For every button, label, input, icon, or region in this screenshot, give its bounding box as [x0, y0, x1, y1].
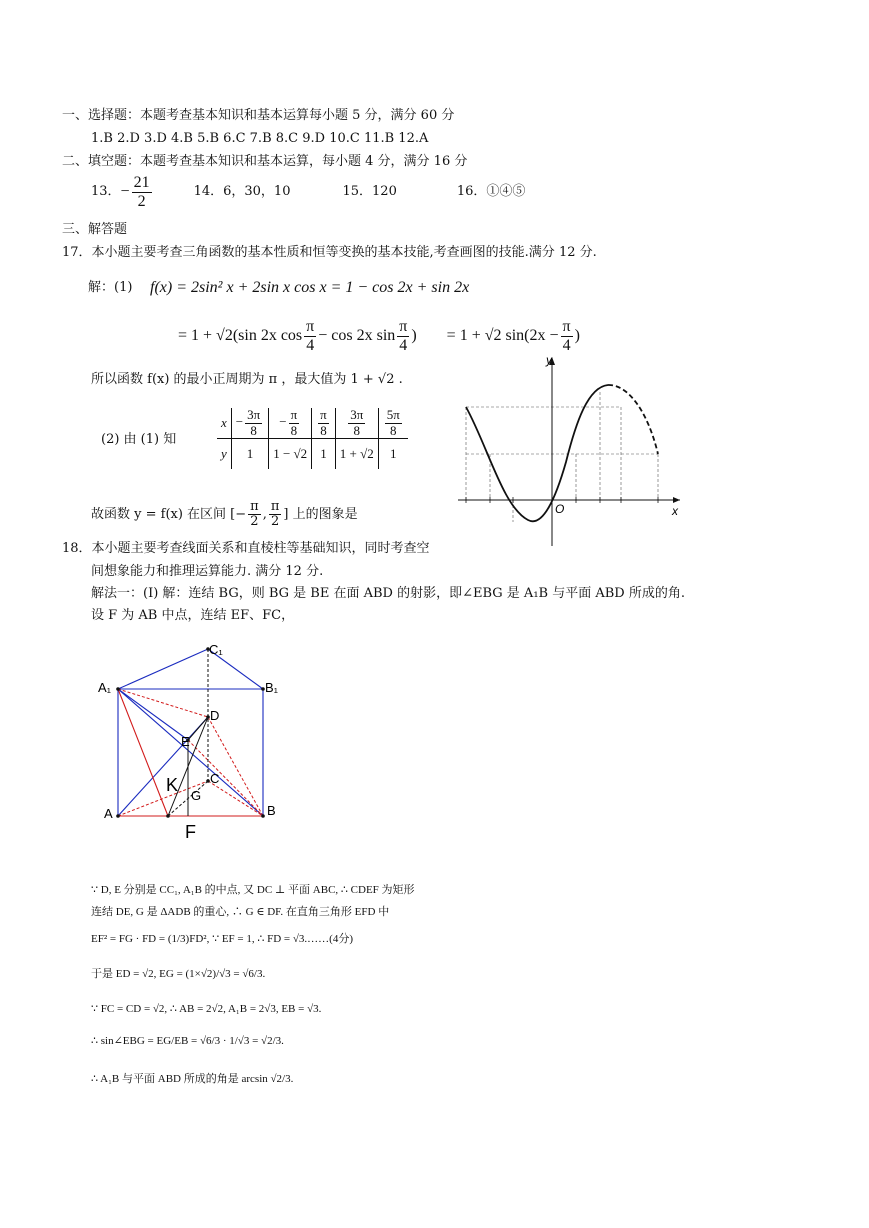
- table-y-header: y: [221, 446, 227, 461]
- q17-eq3-fraction: [561, 318, 573, 354]
- q17-eq2a: = 1 + √2(sin 2x cos: [178, 327, 303, 345]
- proof-line: ∴ A₁B 与平面 ABD 所成的角是 arcsin √2/3.: [91, 1073, 294, 1085]
- q17-eq3b: ): [574, 327, 580, 345]
- graph-text-b: ,: [262, 506, 267, 522]
- graph-text-num2: π: [270, 499, 280, 514]
- label-k: K: [166, 775, 179, 795]
- graph-y-label: y: [546, 353, 552, 367]
- table-x-cell: [231, 408, 268, 439]
- graph-origin-label: O: [555, 502, 565, 516]
- table-x-num: 5π: [386, 407, 400, 423]
- label-c: C: [210, 771, 220, 786]
- x-axis-arrow-icon: [673, 497, 680, 503]
- label-b: B: [267, 803, 276, 818]
- q18-set-f: 设 F 为 AB 中点，连结 EF、FC，: [91, 608, 295, 623]
- q17-eq3a: = 1 + √2 sin(2x −: [446, 327, 559, 345]
- q17-period-text: 所以函数 f(x) 的最小正周期为 π ，最大值为 1 + √2 .: [91, 372, 403, 387]
- graph-x-label: x: [672, 504, 678, 518]
- q17-intro: 17．本小题主要考查三角函数的基本性质和恒等变换的基本技能,考查画图的技能.满分 12 分.: [62, 245, 597, 260]
- label-d: D: [210, 708, 220, 723]
- q16-answer: 16．①④⑤: [456, 183, 526, 199]
- q13-fraction: [132, 174, 152, 210]
- label-g: G: [191, 788, 202, 803]
- label-e: E: [181, 734, 190, 749]
- table-x-cell: [335, 408, 378, 439]
- section3-heading: 三、解答题: [62, 222, 128, 237]
- q18-intro1: 18．本小题主要考查线面关系和直棱柱等基础知识，同时考查空: [62, 541, 430, 556]
- q17-eq3-num: π: [562, 318, 571, 335]
- q17-eq2a-den: 4: [306, 336, 315, 354]
- table-y-cell: 1 − √2: [269, 439, 312, 470]
- table-y-cell: 1: [378, 439, 408, 470]
- q17-eq2b: − cos 2x sin: [318, 327, 396, 345]
- fill-in-answers: [91, 174, 525, 210]
- label-a1: A₁: [98, 680, 112, 695]
- table-x-sign: −: [235, 413, 244, 429]
- proof-line: EF² = FG · FD = (1/3)FD², ∵ EF = 1, ∴ FD = √3.……(4分): [91, 933, 353, 945]
- table-x-sign: −: [279, 413, 287, 429]
- q17-eq2c: ): [411, 327, 417, 345]
- table-x-den: 8: [390, 422, 397, 438]
- section1-heading: 一、选择题：本题考查基本知识和基本运算每小题 5 分，满分 60 分: [62, 108, 455, 123]
- table-y-cell: 1: [312, 439, 336, 470]
- graph-text-num1: π: [250, 499, 259, 514]
- q17-eq2a-fraction: [304, 318, 316, 354]
- prism-figure: [95, 638, 295, 848]
- q14-answer: 14．6，30，10: [193, 183, 291, 199]
- table-x-num: 3π: [247, 407, 261, 423]
- proof-line: ∵ D, E 分别是 CC₁, A₁B 的中点, 又 DC ⊥ 平面 ABC, ∴ CDEF 为矩形: [91, 884, 415, 896]
- graph-text-den1: 2: [250, 514, 259, 530]
- table-y-cell: 1: [231, 439, 268, 470]
- q17-eq2: [178, 318, 580, 354]
- q17-eq2b-num: π: [399, 318, 408, 335]
- table-x-cell: [378, 408, 408, 439]
- q17-eq2b-fraction: [397, 318, 409, 354]
- table-x-cell: [269, 408, 312, 439]
- table-x-num: 3π: [350, 407, 364, 423]
- label-f: F: [185, 822, 196, 842]
- table-x-cell: [312, 408, 336, 439]
- section2-heading: 二、填空题：本题考查基本知识和基本运算，每小题 4 分，满分 16 分: [62, 154, 468, 169]
- label-b1: B₁: [265, 680, 279, 695]
- table-x-den: 8: [320, 422, 327, 438]
- graph-text-c: ] 上的图象是: [283, 506, 358, 522]
- q17-value-table: [217, 408, 408, 469]
- q15-answer: 15．120: [342, 183, 397, 199]
- table-x-den: 8: [353, 422, 360, 438]
- table-x-den: 8: [250, 422, 257, 438]
- label-c1: C₁: [209, 642, 223, 657]
- graph-text-den2: 2: [270, 514, 280, 530]
- q18-intro2: 间想象能力和推理运算能力. 满分 12 分.: [91, 564, 324, 579]
- proof-line: 连结 DE, G 是 ΔADB 的重心, ∴ G ∈ DF. 在直角三角形 EFD 中: [91, 906, 390, 918]
- label-a: A: [104, 806, 113, 821]
- table-x-den: 8: [290, 422, 298, 438]
- q17-part2-label: (2) 由 (1) 知: [101, 432, 177, 447]
- q13-sign: −: [120, 183, 130, 201]
- q17-eq2b-den: 4: [399, 336, 408, 354]
- graph-text-a: 故函数 y = f(x) 在区间 [−: [91, 506, 247, 522]
- q17-eq2a-num: π: [306, 318, 315, 335]
- function-graph: [458, 352, 688, 547]
- q18-method1: 解法一：(Ⅰ) 解：连结 BG，则 BG 是 BE 在面 ABD 的射影，即∠EBG 是 A₁B 与平面 ABD 所成的角.: [91, 586, 685, 601]
- proof-line: ∴ sin∠EBG = EG/EB = √6/3 · 1/√3 = √2/3.: [91, 1035, 284, 1047]
- q13-label: 13．: [91, 183, 121, 199]
- table-x-header: x: [217, 408, 231, 439]
- q13-numerator: 21: [133, 174, 150, 191]
- q17-graph-text: [91, 500, 358, 530]
- proof-line: ∵ FC = CD = √2, ∴ AB = 2√2, A₁B = 2√3, EB = √3.: [91, 1003, 322, 1015]
- table-x-num: π: [290, 407, 298, 423]
- q17-part1-label: 解：(1): [88, 280, 133, 295]
- sine-curve: [466, 385, 608, 521]
- sine-curve-dashed: [608, 385, 658, 454]
- section1-answers: 1.B 2.D 3.D 4.B 5.B 6.C 7.B 8.C 9.D 10.C 11.B 12.A: [91, 131, 429, 146]
- q13-denominator: 2: [137, 192, 146, 210]
- q17-eq1: f(x) = 2sin² x + 2sin x cos x = 1 − cos 2x + sin 2x: [150, 279, 470, 296]
- table-y-cell: 1 + √2: [335, 439, 378, 470]
- proof-line: 于是 ED = √2, EG = (1×√2)/√3 = √6/3.: [91, 968, 266, 980]
- q17-eq3-den: 4: [562, 336, 571, 354]
- table-x-num: π: [320, 407, 327, 423]
